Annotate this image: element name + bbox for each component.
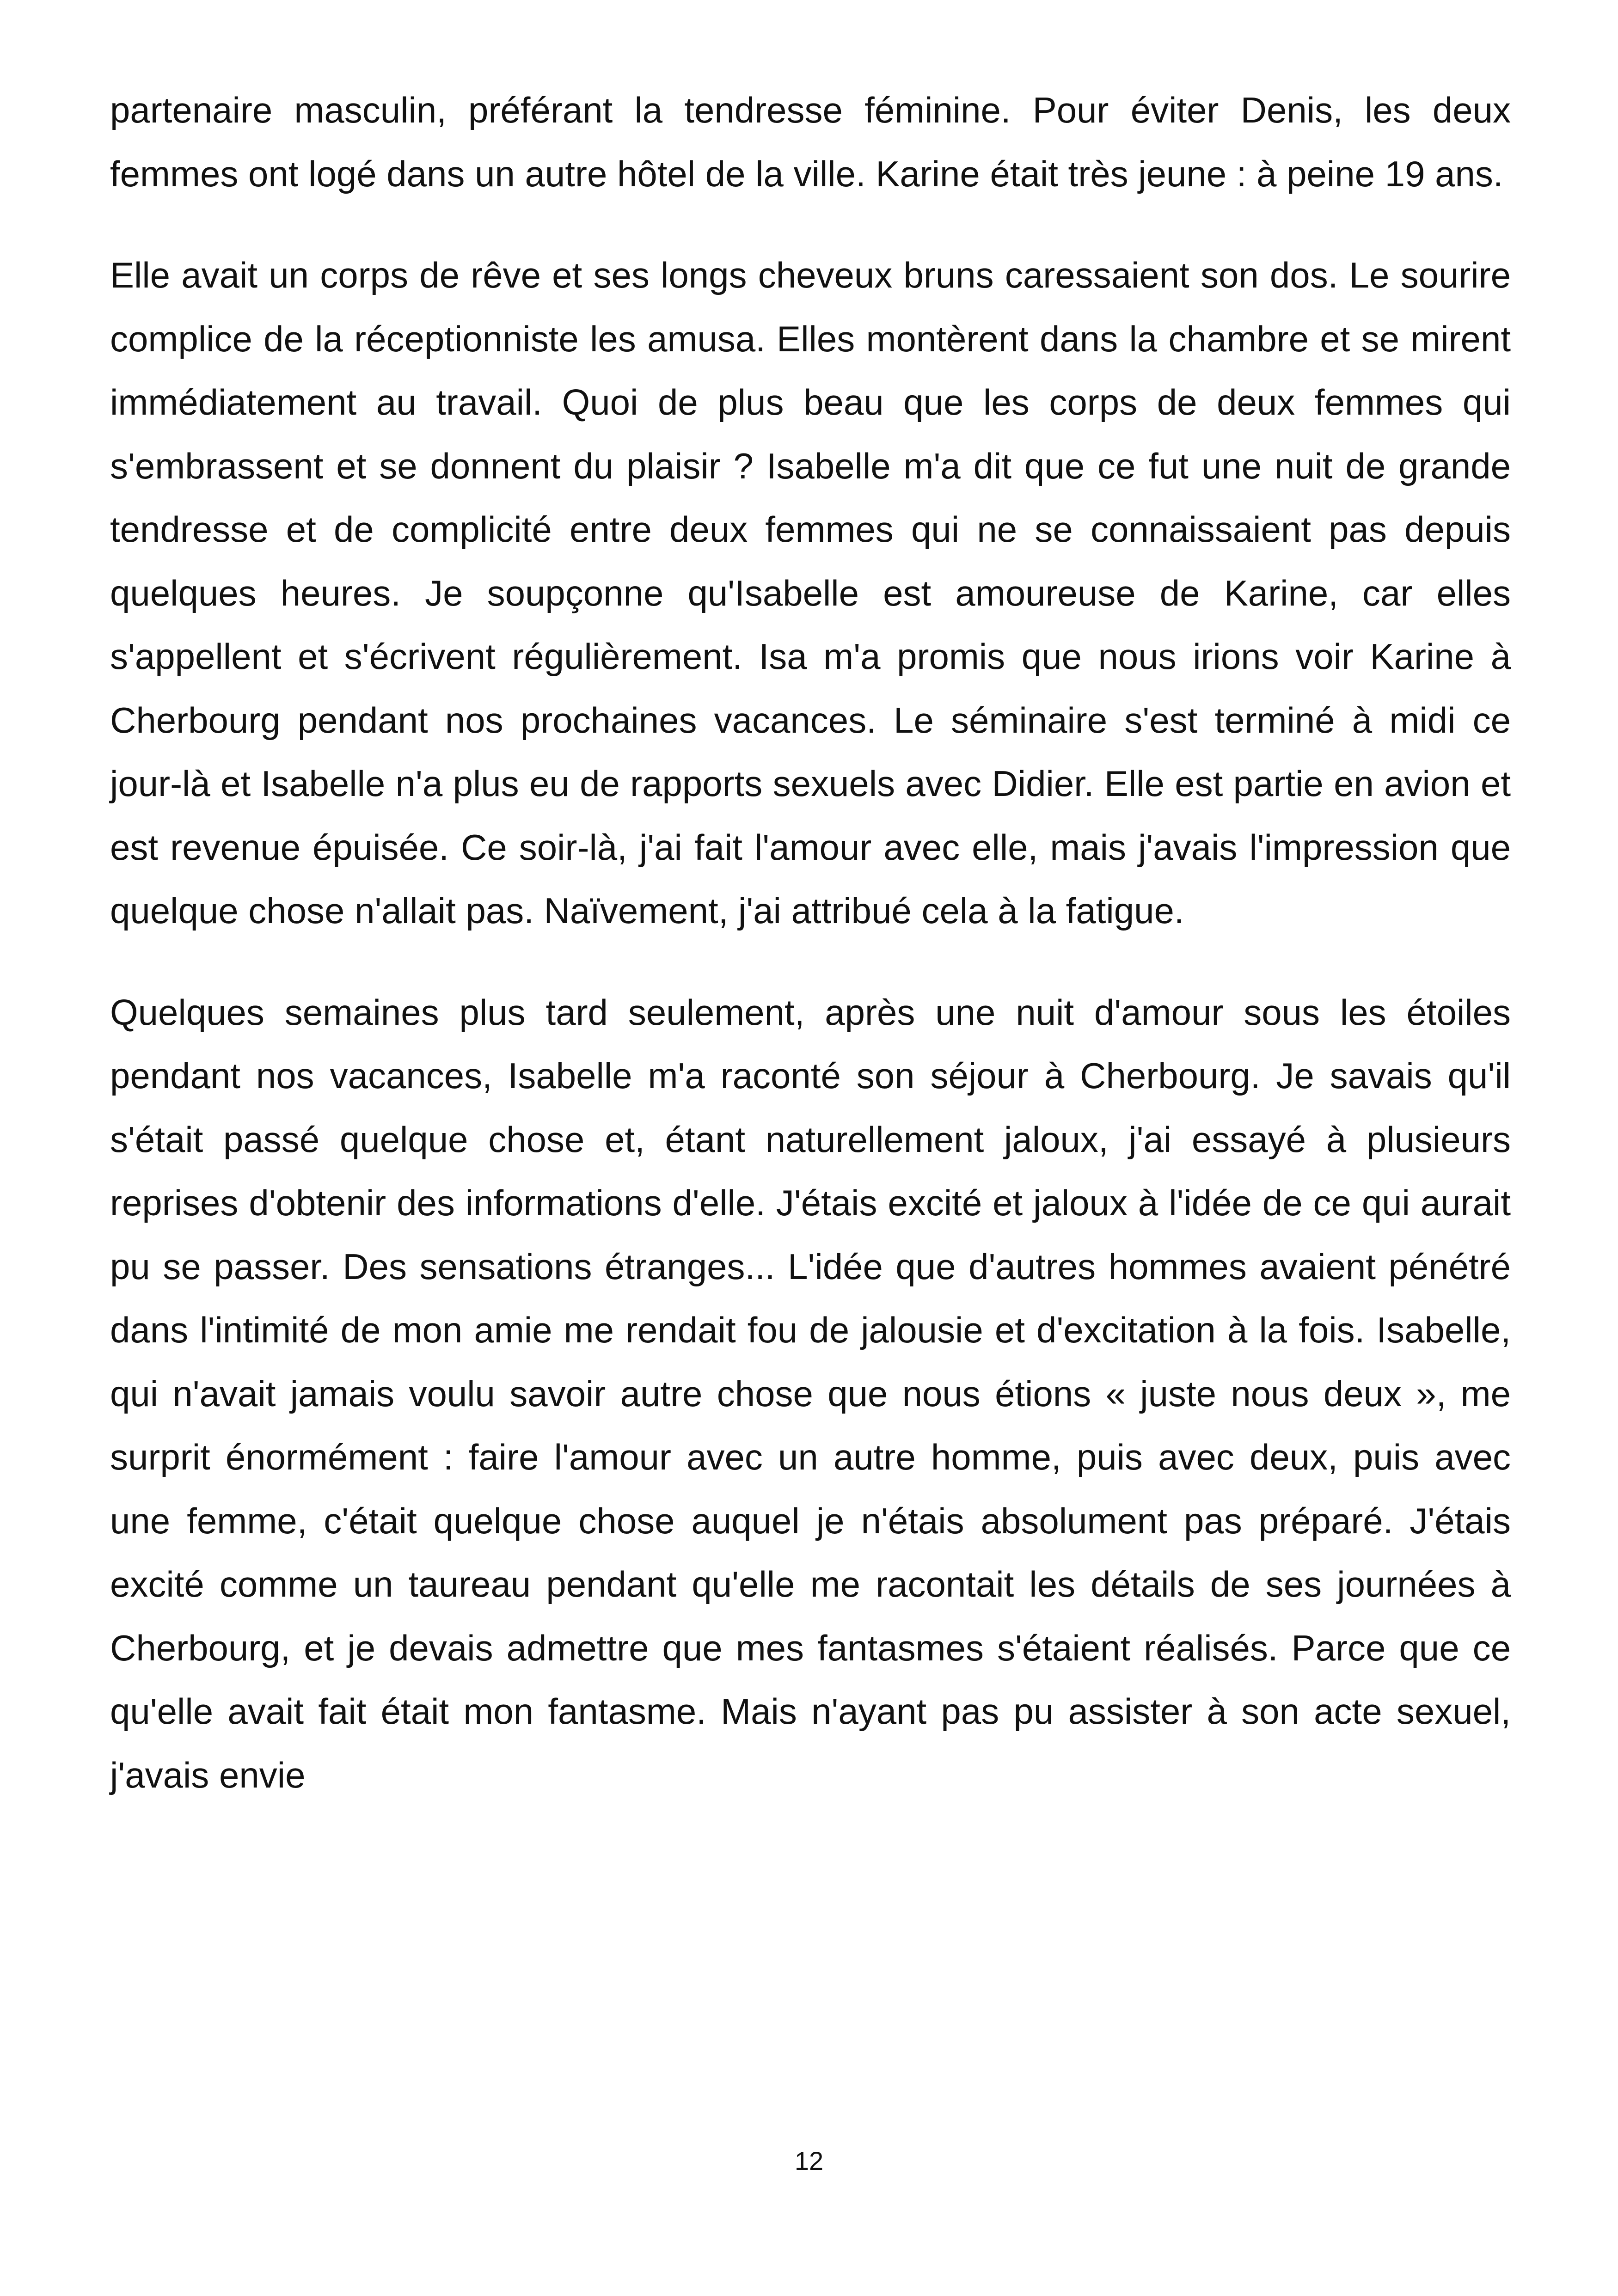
paragraph: Quelques semaines plus tard seulement, après une nuit d'amour sous les étoiles pendant nos vacances, Isabelle m'a raconté son séjour à Cherbourg. Je savais qu'il s'était passé quelque chose et, étant naturellement jaloux, j'ai essayé à plusieurs reprises d'obtenir des informations d'elle. J'étais excité et jaloux à l'idée de ce qui aurait pu se passer. Des sensations étranges... L'idée que d'autres hommes avaient pénétré dans l'intimité de mon amie me rendait fou de jalousie et d'excitation à la fois. Isabelle, qui n'avait jamais voulu savoir autre chose que nous étions « juste nous deux », me surprit énormément : faire l'amour avec un autre homme, puis avec deux, puis avec une femme, c'était quelque chose auquel je n'étais absolument pas préparé. J'étais excité comme un taureau pendant qu'elle me racontait les détails de ses journées à Cherbourg, et je devais admettre que mes fantasmes s'étaient réalisés. Parce que ce qu'elle avait fait était mon fantasme. Mais n'ayant pas pu assister à son acte sexuel, j'avais envie [110,992,1511,1795]
paragraph: Elle avait un corps de rêve et ses longs cheveux bruns caressaient son dos. Le sourire complice de la réceptionniste les amusa. Elles montèrent dans la chambre et se mirent immédiatement au travail. Quoi de plus beau que les corps de deux femmes qui s'embrassent et se donnent du plaisir ? Isabelle m'a dit que ce fut une nuit de grande tendresse et de complicité entre deux femmes qui ne se connaissaient pas depuis quelques heures. Je soupçonne qu'Isabelle est amoureuse de Karine, car elles s'appellent et s'écrivent régulièrement. Isa m'a promis que nous irions voir Karine à Cherbourg pendant nos prochaines vacances. Le séminaire s'est terminé à midi ce jour-là et Isabelle n'a plus eu de rapports sexuels avec Didier. Elle est partie en avion et est revenue épuisée. Ce soir-là, j'ai fait l'amour avec elle, mais j'avais l'impression que quelque chose n'allait pas. Naïvement, j'ai attribué cela à la fatigue. [110,255,1511,931]
paragraph: partenaire masculin, préférant la tendresse féminine. Pour éviter Denis, les deux femmes ont logé dans un autre hôtel de la ville. Karine était très jeune : à peine 19 ans. [110,90,1511,194]
page-number: 12 [794,2146,824,2175]
body-text [110,79,1511,1845]
